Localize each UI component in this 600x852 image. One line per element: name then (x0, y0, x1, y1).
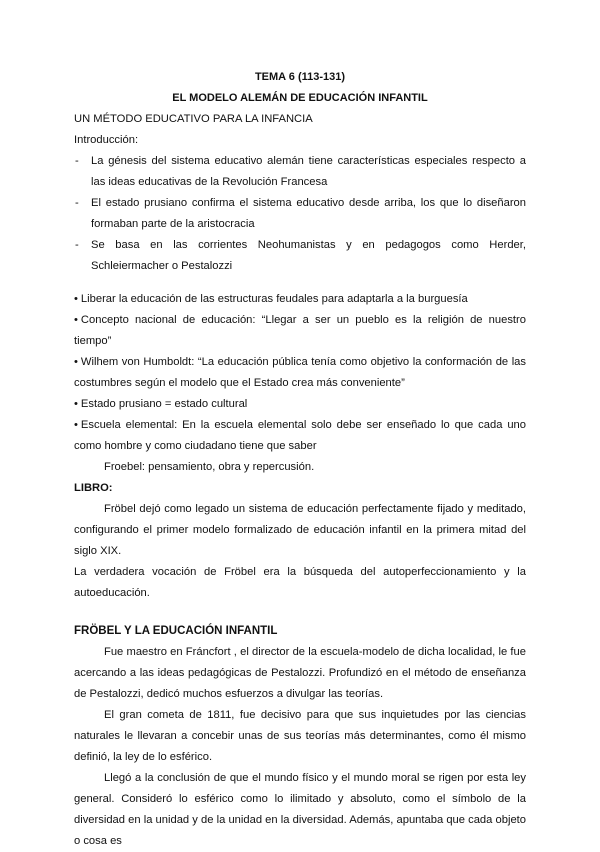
list-item (74, 310, 526, 352)
libro-paragraph: La verdadera vocación de Fröbel era la búsqueda del autoperfeccionamiento y la autoeducación. (74, 566, 526, 599)
list-item (74, 193, 526, 235)
list-item (74, 415, 526, 457)
list-item-text: Escuela elemental: En la escuela elemental solo debe ser enseñado lo que cada uno como hombre y como ciudadano tiene que saber (74, 419, 526, 452)
section-heading: FRÖBEL Y LA EDUCACIÓN INFANTIL (74, 625, 278, 637)
list-item-text: Concepto nacional de educación: “Llegar a ser un pueblo es la religión de nuestro tiempo” (74, 314, 526, 347)
section-paragraph: Llegó a la conclusión de que el mundo físico y el mundo moral se rigen por esta ley general. Consideró lo esférico como lo ilimitado y absoluto, como el símbolo de la diversidad en la unidad y de la unidad en la diversidad. Además, apuntaba que cada objeto o cosa es (74, 772, 526, 847)
document-subtitle: UN MÉTODO EDUCATIVO PARA LA INFANCIA (74, 113, 313, 125)
bullet-marker: • (74, 314, 78, 326)
libro-heading: LIBRO: (74, 482, 113, 494)
list-item-text: El estado prusiano confirma el sistema educativo desde arriba, los que lo diseñaron formaban parte de la aristocracia (91, 197, 526, 230)
dash-marker: - (75, 239, 79, 251)
list-item-text: La génesis del sistema educativo alemán tiene características especiales respecto a las ideas educativas de la Revolución Francesa (91, 155, 526, 188)
list-item-text: Estado prusiano = estado cultural (80, 398, 248, 410)
froebel-note: Froebel: pensamiento, obra y repercusión. (104, 461, 315, 473)
list-item (74, 352, 526, 394)
list-item-text: Se basa en las corrientes Neohumanistas y en pedagogos como Herder, Schleiermacher o Pestalozzi (91, 239, 526, 272)
bullet-marker: • (74, 293, 78, 305)
list-item (74, 394, 526, 415)
document-page (74, 64, 526, 852)
bullet-marker: • (74, 419, 78, 431)
list-item-text: Wilhem von Humboldt: “La educación pública tenía como objetivo la conformación de las costumbres según el modelo que el Estado crea más conveniente” (74, 356, 526, 389)
dash-marker: - (75, 197, 79, 209)
dash-marker: - (75, 155, 79, 167)
section-paragraph: Fue maestro en Fráncfort , el director de la escuela-modelo de dicha localidad, le fue acercando a las ideas pedagógicas de Pestalozzi. Profundizó en el método de enseñanza de Pestalozzi, dedicó muchos esfuerzos a divulgar las teorías. (74, 646, 526, 700)
libro-paragraph: Fröbel dejó como legado un sistema de educación perfectamente fijado y meditado, configurando el primer modelo formalizado de educación infantil en la primera mitad del siglo XIX. (74, 503, 526, 557)
document-title: EL MODELO ALEMÁN DE EDUCACIÓN INFANTIL (172, 92, 428, 104)
bullet-marker: • (74, 356, 78, 368)
list-item-text: Liberar la educación de las estructuras feudales para adaptarla a la burguesía (80, 293, 468, 305)
bullet-marker: • (74, 398, 78, 410)
topic-heading: TEMA 6 (113-131) (254, 71, 346, 83)
list-item (74, 235, 526, 277)
list-item (74, 289, 526, 310)
list-item (74, 151, 526, 193)
section-paragraph: El gran cometa de 1811, fue decisivo para que sus inquietudes por las ciencias naturales le llevaran a concebir unas de sus teorías más determinantes, como él mismo definió, la ley de lo esférico. (74, 709, 526, 763)
intro-label: Introducción: (74, 134, 139, 146)
bullet-list (74, 289, 526, 457)
intro-dash-list (74, 151, 526, 277)
